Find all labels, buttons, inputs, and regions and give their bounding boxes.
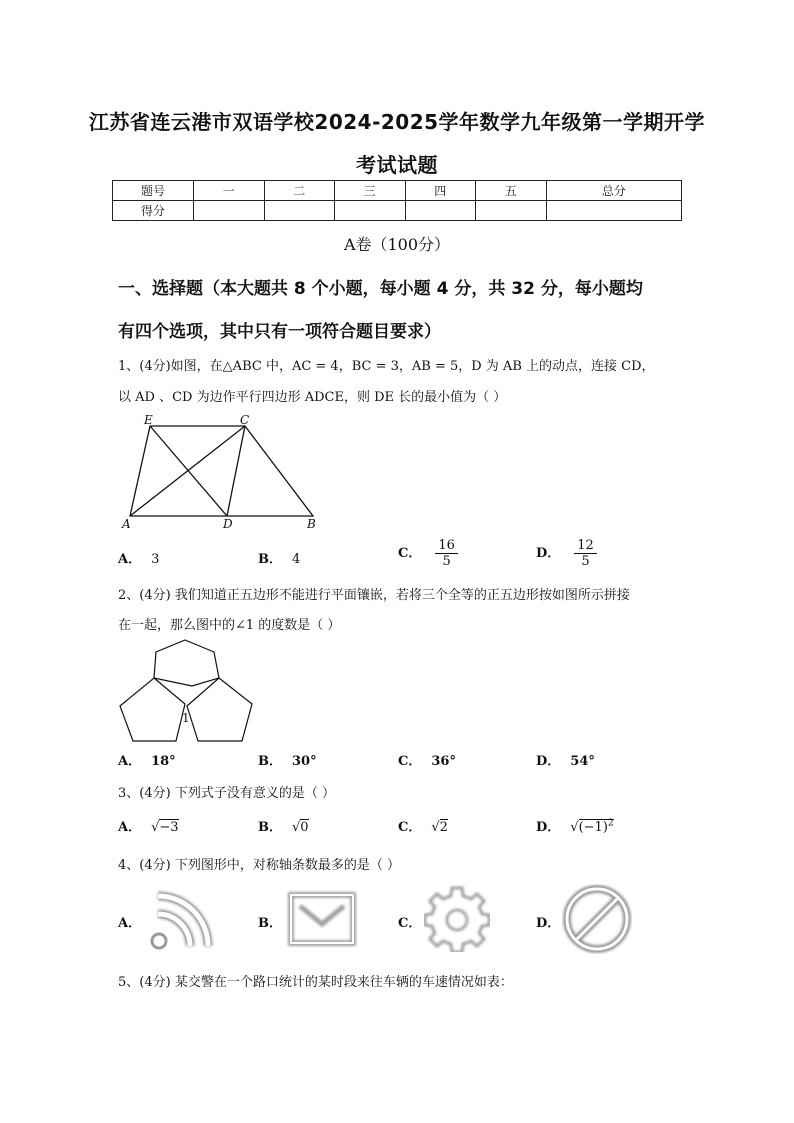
fraction <box>435 538 458 569</box>
table-row <box>113 181 682 201</box>
q1-option-c[interactable] <box>398 538 458 569</box>
option-label: D． <box>536 754 561 769</box>
option-label: A． <box>118 552 142 567</box>
radical: √−3 <box>151 820 179 835</box>
question-5-text: 5、(4分) 某交警在一个路口统计的某时段来往车辆的车速情况如表： <box>118 975 513 990</box>
page-title: 江苏省连云港市双语学校2024-2025学年数学九年级第一学期开学 <box>88 110 706 134</box>
part-heading: 一、选择题（本大题共 8 个小题，每小题 4 分，共 32 分，每小题均 <box>118 279 643 299</box>
segment-cd <box>227 426 245 516</box>
q1-option-b[interactable] <box>258 548 300 567</box>
q4-option-a-label[interactable]: A． <box>118 916 142 931</box>
question-3-text: 3、(4分) 下列式子没有意义的是（ ） <box>118 786 335 801</box>
radical: √2 <box>431 820 448 835</box>
option-value: 30° <box>292 754 317 769</box>
table-cell: 三 <box>335 181 406 201</box>
table-cell <box>405 201 476 221</box>
table-cell: 四 <box>405 181 476 201</box>
option-label: A． <box>118 820 142 835</box>
label-b: B <box>307 517 316 531</box>
q4-option-d-label[interactable]: D． <box>536 916 561 931</box>
q4-option-c-label[interactable]: C． <box>398 916 422 931</box>
question-1-figure <box>118 412 328 532</box>
table-cell <box>546 201 682 221</box>
denominator: 5 <box>442 554 451 569</box>
q2-option-a[interactable] <box>118 750 176 769</box>
table-cell <box>476 201 547 221</box>
table-cell: 题号 <box>113 181 194 201</box>
left-pentagon <box>120 678 185 741</box>
table-row <box>113 201 682 221</box>
option-value: 4 <box>292 552 301 567</box>
exponent: 2 <box>607 818 614 829</box>
table-cell: 一 <box>194 181 265 201</box>
q3-option-a[interactable] <box>118 816 179 835</box>
question-2-text: 2、(4分) 我们知道正五边形不能进行平面镶嵌，若将三个全等的正五边形按如图所示拼接 <box>118 588 630 603</box>
label-e: E <box>144 413 153 427</box>
table-cell: 五 <box>476 181 547 201</box>
envelope-icon <box>286 890 358 948</box>
option-label: D． <box>536 546 561 561</box>
option-label: D． <box>536 820 561 835</box>
q4-option-b-label[interactable]: B． <box>258 916 282 931</box>
radicand: 2 <box>439 820 448 835</box>
wifi-signal-icon <box>146 884 218 952</box>
radical: √0 <box>292 820 309 835</box>
gear-icon <box>424 884 490 952</box>
fraction <box>574 538 597 569</box>
q2-option-d[interactable] <box>536 750 595 769</box>
q2-option-c[interactable] <box>398 750 456 769</box>
numerator: 12 <box>574 538 597 554</box>
right-pentagon <box>187 678 252 741</box>
radicand: 0 <box>300 820 309 835</box>
option-value: 18° <box>151 754 176 769</box>
question-2-figure <box>116 636 261 746</box>
table-cell <box>194 201 265 221</box>
table-cell: 总分 <box>546 181 682 201</box>
angle-label: 1 <box>182 711 190 725</box>
option-value: 3 <box>151 552 160 567</box>
q2-option-b[interactable] <box>258 750 317 769</box>
table-cell: 二 <box>264 181 335 201</box>
question-4-text: 4、(4分) 下列图形中，对称轴条数最多的是（ ） <box>118 858 400 873</box>
q3-option-b[interactable] <box>258 816 309 835</box>
top-pentagon <box>154 640 219 686</box>
label-c: C <box>240 413 250 427</box>
radicand-base: (−1) <box>578 820 608 835</box>
numerator: 16 <box>435 538 458 554</box>
option-label: B． <box>258 552 282 567</box>
option-label: C． <box>398 546 422 561</box>
question-1-text: 1、(4分)如图，在△ABC 中，AC = 4，BC = 3，AB = 5，D 为 AB 上的动点，连接 CD， <box>118 359 655 374</box>
radicand <box>579 819 614 835</box>
radical: $√(-1)^2$ <box>570 818 614 835</box>
figure-outline <box>130 426 313 516</box>
score-table <box>112 180 682 221</box>
table-cell: 得分 <box>113 201 194 221</box>
page-title-line2: 考试试题 <box>356 153 438 177</box>
option-label: C． <box>398 754 422 769</box>
table-cell <box>335 201 406 221</box>
q1-option-d[interactable] <box>536 538 597 569</box>
label-d: D <box>223 517 233 531</box>
option-value: 36° <box>431 754 456 769</box>
question-2-text-line2: 在一起，那么图中的∠1 的度数是（ ） <box>118 618 341 633</box>
option-value: 54° <box>570 754 595 769</box>
section-title: A卷（100分） <box>343 235 451 254</box>
option-label: B． <box>258 820 282 835</box>
denominator: 5 <box>581 554 590 569</box>
part-heading-line2: 有四个选项，其中只有一项符合题目要求） <box>118 322 441 342</box>
q3-option-c[interactable] <box>398 816 448 835</box>
table-cell <box>264 201 335 221</box>
option-label: C． <box>398 820 422 835</box>
q1-option-a[interactable] <box>118 548 159 567</box>
prohibited-icon <box>562 884 632 954</box>
label-a: A <box>122 517 131 531</box>
option-label: A． <box>118 754 142 769</box>
q3-option-d[interactable] <box>536 816 614 835</box>
radicand: −3 <box>159 820 179 835</box>
question-1-text-line2: 以 AD 、CD 为边作平行四边形 ADCE，则 DE 长的最小值为（ ） <box>118 390 507 405</box>
option-label: B． <box>258 754 282 769</box>
